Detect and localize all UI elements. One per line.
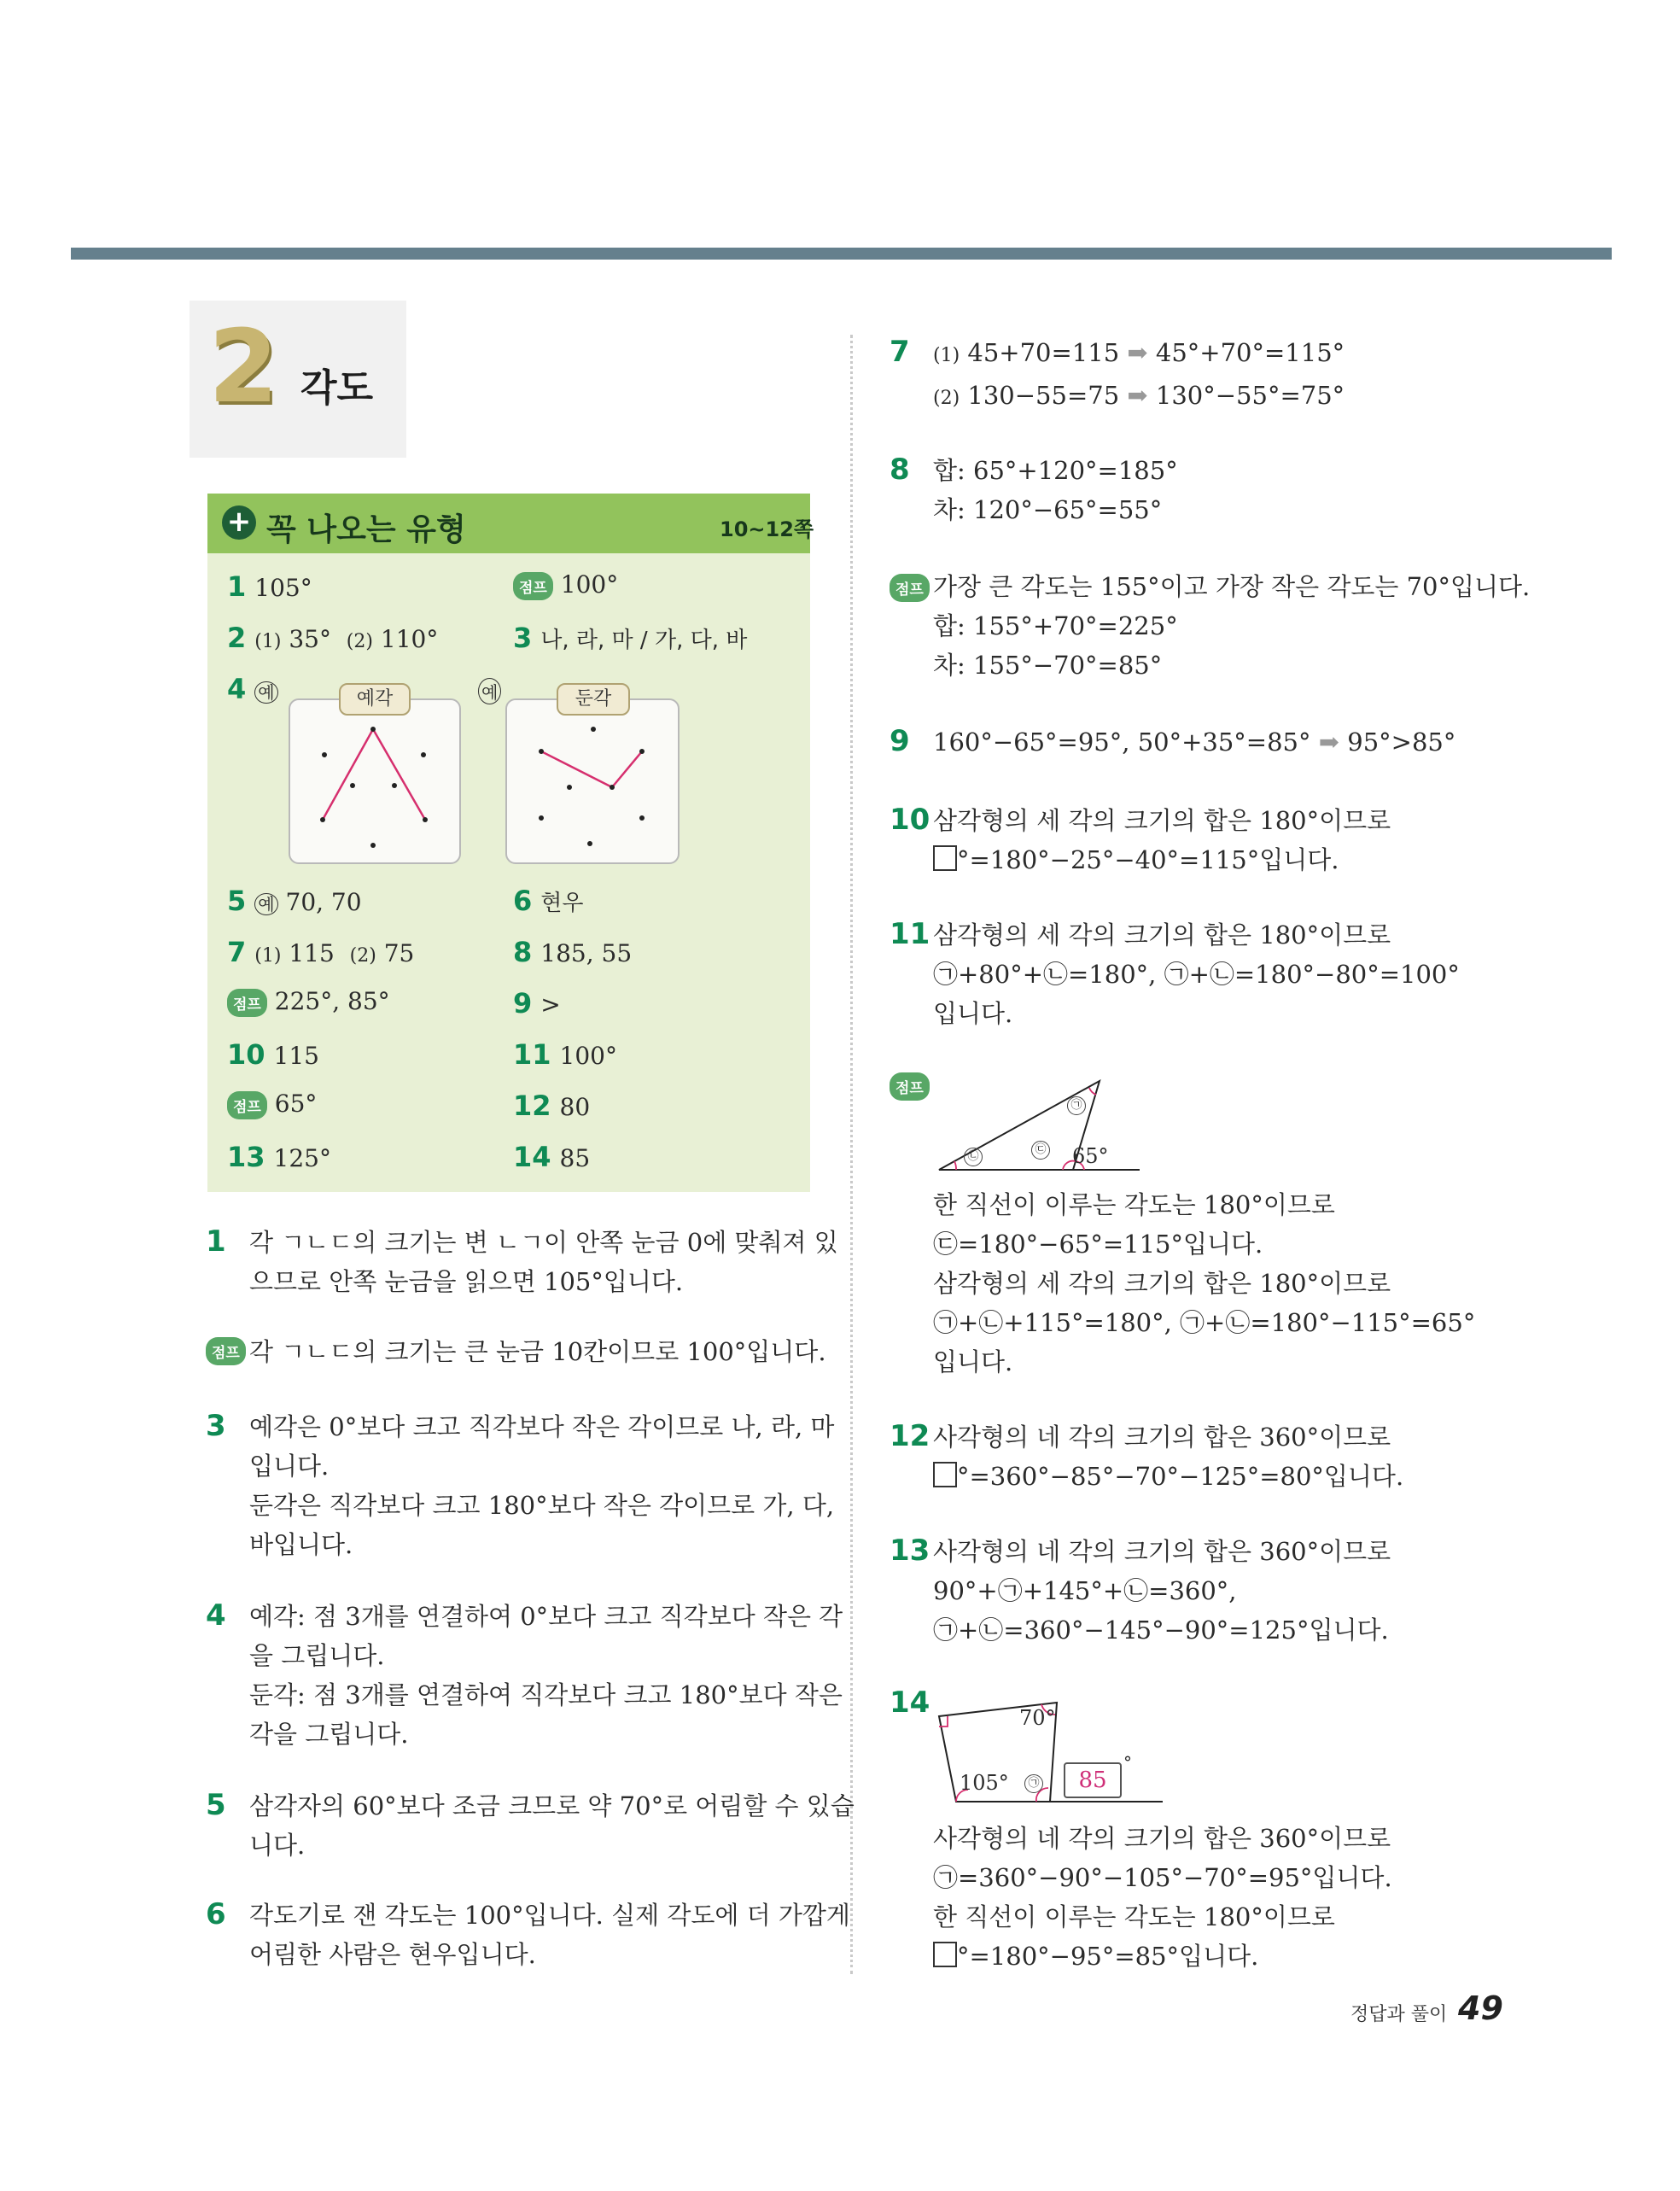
summary-panel-title: 꼭 나오는 유형 (266, 512, 466, 547)
solution-10-number: 10 (890, 803, 930, 837)
solution-3-number: 3 (206, 1409, 226, 1443)
quad-answer-degree: ° (1123, 1752, 1132, 1773)
triangle-label-c: ㉢ (1031, 1141, 1050, 1160)
jump-11-badge: 점프 (890, 1072, 930, 1101)
footer-label: 정답과 풀이 (1350, 2004, 1448, 2025)
solution-14-text: 사각형의 네 각의 크기의 합은 360°이므로 ㉠=360°−90°−105°−70°=95°입니다. 한 직선이 이루는 각도는 180°이므로 °=180°−95°=85°입니다. (933, 1824, 1392, 1971)
chapter-title: 각도 (300, 366, 374, 410)
blank-box-icon (933, 845, 957, 871)
solution-6-text: 각도기로 잰 각도는 100°입니다. 실제 각도에 더 가깝게 어림한 사람은 현우입니다. (249, 1901, 850, 1969)
solution-13-number: 13 (890, 1534, 930, 1568)
solution-3-text: 예각은 0°보다 크고 직각보다 작은 각이므로 나, 라, 마 입니다. 둔각은 직각보다 크고 180°보다 작은 각이므로 가, 다, 바입니다. (249, 1412, 835, 1559)
jump-8-badge: 점프 (890, 574, 930, 602)
answer-1: 1 105° (227, 570, 312, 603)
solution-12-text: 사각형의 네 각의 크기의 합은 360°이므로 °=360°−85°−70°−125°=80°입니다. (933, 1423, 1404, 1491)
column-divider (850, 335, 853, 1974)
summary-panel-pages: 10~12쪽 (720, 517, 814, 541)
jump-1-text: 각 ㄱㄴㄷ의 크기는 큰 눈금 10칸이므로 100°입니다. (249, 1337, 826, 1366)
answer-12: 12 80 (513, 1090, 591, 1122)
solution-11-number: 11 (890, 917, 930, 951)
answer-8: 8 185, 55 (513, 936, 633, 968)
solution-11-text: 삼각형의 세 각의 크기의 합은 180°이므로 ㉠+80°+㉡=180°, ㉠+㉡=180°−80°=100° 입니다. (933, 920, 1460, 1028)
solution-5-number: 5 (206, 1788, 226, 1822)
quad-angle-left: 105° (960, 1771, 1009, 1795)
solution-5-text: 삼각자의 60°보다 조금 크므로 약 70°로 어림할 수 있습 니다. (249, 1791, 855, 1860)
answer-9: 9 > (513, 987, 561, 1020)
answer-jump-2: 점프 225°, 85° (227, 987, 390, 1017)
arrow-icon: ➡ (1127, 338, 1148, 367)
solution-8-number: 8 (890, 453, 910, 487)
jump-1-badge: 점프 (206, 1337, 246, 1365)
answer-10: 10 115 (227, 1038, 319, 1071)
answer-7: 7 (1) 115 (2) 75 (227, 936, 415, 968)
blank-box-icon (933, 1942, 957, 1967)
quad-angle-top: 70° (1019, 1706, 1056, 1730)
solution-1-text: 각 ㄱㄴㄷ의 크기는 변 ㄴㄱ이 안쪽 눈금 0에 맞춰져 있 으므로 안쪽 눈금을 읽으면 105°입니다. (249, 1228, 838, 1296)
acute-angle-drawing (289, 698, 459, 862)
solution-6-number: 6 (206, 1897, 226, 1931)
quad-answer-box: 85 (1064, 1762, 1122, 1798)
answer-6: 6 현우 (513, 885, 584, 917)
quad-label-a: ㉠ (1024, 1774, 1043, 1793)
answer-jump-1: 점프 100° (513, 570, 618, 600)
answer-4: 4 예 (227, 673, 278, 705)
obtuse-angle-drawing (505, 698, 678, 862)
top-bar (71, 248, 1612, 260)
triangle-angle-label: 65° (1072, 1144, 1109, 1168)
answer-11: 11 100° (513, 1038, 617, 1071)
solution-9-text: 160°−65°=95°, 50°+35°=85° ➡ 95°>85° (933, 727, 1456, 757)
solution-9-number: 9 (890, 724, 910, 758)
answer-13: 13 125° (227, 1141, 331, 1173)
answer-5: 5 예 70, 70 (227, 885, 362, 917)
obtuse-angle-tag: 둔각 (557, 683, 630, 716)
solution-12-number: 12 (890, 1419, 930, 1453)
solution-4-text: 예각: 점 3개를 연결하여 0°보다 크고 직각보다 작은 각 을 그립니다. 둔각: 점 3개를 연결하여 직각보다 크고 180°보다 작은 각을 그립니다. (249, 1602, 843, 1749)
arrow-icon: ➡ (1318, 727, 1340, 757)
page-number: 49 (1458, 1989, 1503, 2027)
solution-14-number: 14 (890, 1686, 930, 1720)
solution-8-text: 합: 65°+120°=185° 차: 120°−65°=55° (933, 456, 1178, 524)
blank-box-icon (933, 1462, 957, 1487)
solution-7-number: 7 (890, 335, 910, 369)
answer-4-example-2: 예 (478, 678, 501, 704)
solution-7-text: (1) 45+70=115 ➡ 45°+70°=115° (2) 130−55=75 ➡ 130°−55°=75° (933, 338, 1345, 410)
arrow-icon: ➡ (1127, 381, 1148, 410)
solution-1-number: 1 (206, 1224, 226, 1259)
triangle-label-b: ㉡ (964, 1148, 983, 1166)
jump-8-text: 가장 큰 각도는 155°이고 가장 작은 각도는 70°입니다. 합: 155°+70°=225° 차: 155°−70°=85° (933, 572, 1531, 680)
answer-14: 14 85 (513, 1141, 591, 1173)
acute-angle-tag: 예각 (339, 683, 411, 716)
triangle-label-a: ㉠ (1067, 1096, 1086, 1115)
answer-2: 2 (1) 35° (2) 110° (227, 622, 439, 654)
chapter-number: 2 (208, 307, 279, 425)
answer-jump-3: 점프 65° (227, 1090, 317, 1119)
answer-3: 3 나, 라, 마 / 가, 다, 바 (513, 622, 748, 654)
jump-11-text: 한 직선이 이루는 각도는 180°이므로 ㉢=180°−65°=115°입니다. 삼각형의 세 각의 크기의 합은 180°이므로 ㉠+㉡+115°=180°, ㉠+㉡=180°−115°=65° 입니다. (933, 1190, 1476, 1376)
plus-icon: + (222, 505, 256, 540)
solution-10-text: 삼각형의 세 각의 크기의 합은 180°이므로 °=180°−25°−40°=115°입니다. (933, 806, 1391, 874)
solution-4-number: 4 (206, 1598, 226, 1633)
solution-13-text: 사각형의 네 각의 크기의 합은 360°이므로 90°+㉠+145°+㉡=360°, ㉠+㉡=360°−145°−90°=125°입니다. (933, 1537, 1391, 1645)
